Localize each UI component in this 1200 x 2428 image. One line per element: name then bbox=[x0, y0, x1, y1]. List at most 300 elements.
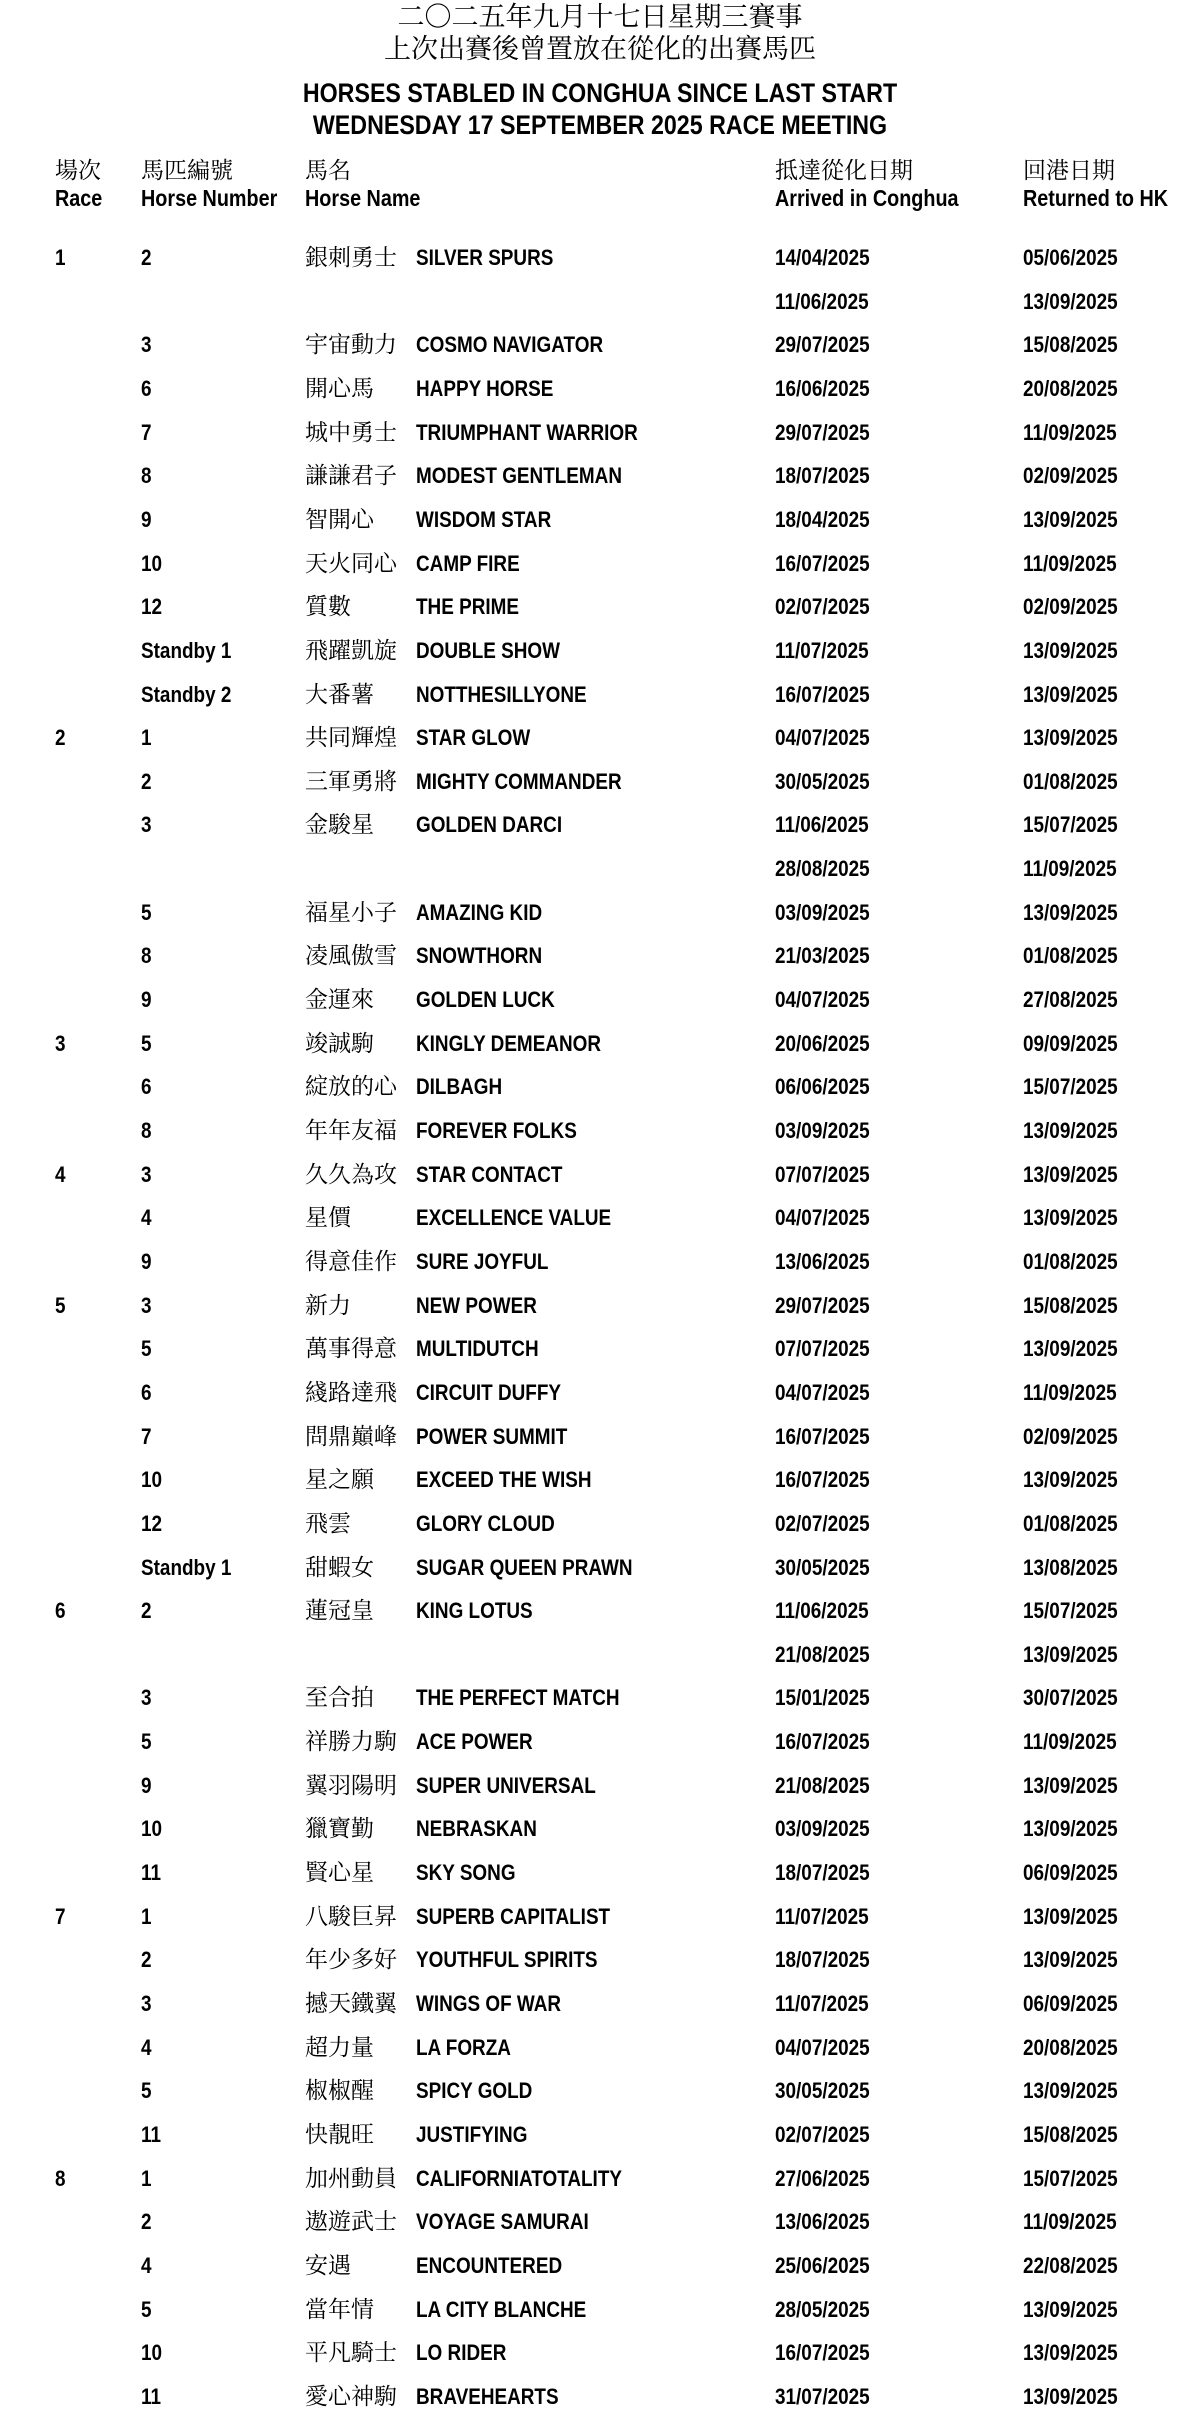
header-horse-number-en: Horse Number bbox=[141, 185, 278, 211]
returned-date-cell: 20/08/2025 bbox=[1023, 375, 1118, 401]
table-row bbox=[0, 415, 1200, 451]
horse-name-zh-cell: 加州動員 bbox=[305, 2165, 397, 2192]
table-row bbox=[0, 720, 1200, 756]
table-row bbox=[0, 1811, 1200, 1847]
horse-number-cell: 3 bbox=[141, 1292, 152, 1318]
race-cell: 4 bbox=[55, 1161, 66, 1187]
race-cell: 3 bbox=[55, 1030, 66, 1056]
arrived-date-cell: 14/04/2025 bbox=[775, 245, 870, 270]
horse-number-cell: 5 bbox=[141, 2078, 152, 2104]
horse-number-cell: 3 bbox=[141, 332, 152, 358]
arrived-date-cell: 02/07/2025 bbox=[775, 2121, 870, 2147]
returned-date-cell: 11/09/2025 bbox=[1023, 550, 1117, 576]
horse-name-zh-cell: 萬事得意 bbox=[305, 1336, 397, 1363]
horse-name-en-cell: SUPER UNIVERSAL bbox=[416, 1772, 596, 1798]
title-english-line-1: HORSES STABLED IN CONGHUA SINCE LAST START bbox=[302, 78, 898, 108]
horse-number-cell: 10 bbox=[141, 2340, 163, 2366]
table-row bbox=[0, 2117, 1200, 2153]
arrived-date-cell: 15/01/2025 bbox=[775, 1685, 870, 1711]
horse-name-en-cell: POWER SUMMIT bbox=[416, 1423, 568, 1449]
arrived-date-cell: 02/07/2025 bbox=[775, 1510, 870, 1536]
horse-name-zh-cell: 撼天鐵翼 bbox=[305, 1991, 397, 2017]
arrived-date-cell: 18/04/2025 bbox=[775, 506, 870, 532]
arrived-date-cell: 06/06/2025 bbox=[775, 1074, 870, 1100]
horse-number-cell: 10 bbox=[141, 550, 163, 576]
table-row bbox=[0, 677, 1200, 713]
horse-number-cell: 3 bbox=[141, 1685, 152, 1711]
horse-number-cell: 4 bbox=[141, 2252, 152, 2278]
table-row bbox=[0, 1506, 1200, 1542]
returned-date-cell: 13/09/2025 bbox=[1023, 1816, 1118, 1842]
horse-name-en-cell: STAR GLOW bbox=[416, 725, 531, 751]
horse-name-zh-cell: 年少多好 bbox=[305, 1947, 397, 1974]
returned-date-cell: 15/07/2025 bbox=[1023, 2165, 1118, 2191]
horse-number-cell: Standby 1 bbox=[141, 1554, 232, 1580]
returned-date-cell: 15/08/2025 bbox=[1023, 1292, 1118, 1318]
horse-name-zh-cell: 問鼎巔峰 bbox=[305, 1423, 397, 1450]
header-race bbox=[55, 158, 110, 212]
returned-date-cell: 20/08/2025 bbox=[1023, 2034, 1118, 2060]
header-race-en: Race bbox=[55, 185, 103, 211]
returned-date-cell: 13/09/2025 bbox=[1023, 2383, 1118, 2409]
returned-date-cell: 13/09/2025 bbox=[1023, 637, 1118, 663]
returned-date-cell: 13/09/2025 bbox=[1023, 1161, 1118, 1187]
returned-date-cell: 11/09/2025 bbox=[1023, 1379, 1117, 1405]
table-row bbox=[0, 1724, 1200, 1760]
returned-date-cell: 13/09/2025 bbox=[1023, 2340, 1118, 2366]
horse-number-cell: 10 bbox=[141, 1467, 163, 1493]
horse-number-cell: 5 bbox=[141, 899, 152, 925]
race-cell: 7 bbox=[55, 1903, 66, 1929]
horse-number-cell: 9 bbox=[141, 506, 152, 532]
horse-number-cell: 1 bbox=[141, 725, 152, 751]
horse-name-en-cell: GOLDEN DARCI bbox=[416, 812, 563, 838]
horse-name-zh-cell: 城中勇士 bbox=[305, 419, 397, 446]
table-row bbox=[0, 1986, 1200, 2022]
arrived-date-cell: 04/07/2025 bbox=[775, 1379, 870, 1405]
returned-date-cell: 13/09/2025 bbox=[1023, 1903, 1118, 1929]
arrived-date-cell: 16/07/2025 bbox=[775, 1729, 870, 1755]
returned-date-cell: 11/09/2025 bbox=[1023, 419, 1117, 445]
race-cell: 2 bbox=[55, 725, 66, 751]
table-row bbox=[0, 1593, 1200, 1629]
arrived-date-cell: 11/06/2025 bbox=[775, 812, 869, 838]
table-row bbox=[0, 1069, 1200, 1105]
table-row bbox=[0, 1157, 1200, 1193]
header-returned-en: Returned to HK bbox=[1023, 185, 1169, 211]
table-row bbox=[0, 1768, 1200, 1804]
returned-date-cell: 13/08/2025 bbox=[1023, 1554, 1118, 1580]
title-chinese-line-2: 上次出賽後曾置放在從化的出賽馬匹 bbox=[384, 34, 816, 65]
horse-name-en-cell: THE PERFECT MATCH bbox=[416, 1685, 620, 1711]
horse-name-zh-cell: 椒椒醒 bbox=[305, 2078, 374, 2105]
horse-name-en-cell: EXCELLENCE VALUE bbox=[416, 1205, 612, 1231]
header-horse-name-en: Horse Name bbox=[305, 185, 421, 211]
arrived-date-cell: 11/06/2025 bbox=[775, 1598, 869, 1624]
returned-date-cell: 13/09/2025 bbox=[1023, 288, 1118, 314]
header-returned-zh: 回港日期 bbox=[1023, 158, 1115, 184]
table-row bbox=[0, 633, 1200, 669]
arrived-date-cell: 13/06/2025 bbox=[775, 2209, 870, 2235]
returned-date-cell: 13/09/2025 bbox=[1023, 1947, 1118, 1973]
returned-date-cell: 05/06/2025 bbox=[1023, 245, 1118, 270]
horse-name-en-cell: SURE JOYFUL bbox=[416, 1248, 549, 1274]
race-cell: 8 bbox=[55, 2165, 66, 2191]
returned-date-cell: 30/07/2025 bbox=[1023, 1685, 1118, 1711]
table-row bbox=[0, 1942, 1200, 1978]
horse-name-en-cell: BRAVEHEARTS bbox=[416, 2383, 559, 2409]
arrived-date-cell: 16/06/2025 bbox=[775, 375, 870, 401]
horse-number-cell: 4 bbox=[141, 2034, 152, 2060]
horse-number-cell: 5 bbox=[141, 1336, 152, 1362]
horse-number-cell: 5 bbox=[141, 1030, 152, 1056]
horse-name-en-cell: KING LOTUS bbox=[416, 1598, 533, 1624]
returned-date-cell: 06/09/2025 bbox=[1023, 1860, 1118, 1886]
horse-name-en-cell: DOUBLE SHOW bbox=[416, 637, 561, 663]
returned-date-cell: 11/09/2025 bbox=[1023, 2209, 1117, 2235]
horse-name-zh-cell: 星價 bbox=[305, 1205, 351, 1232]
horse-number-cell: 9 bbox=[141, 1248, 152, 1274]
returned-date-cell: 01/08/2025 bbox=[1023, 768, 1118, 794]
horse-name-en-cell: FOREVER FOLKS bbox=[416, 1118, 577, 1143]
horse-name-zh-cell: 蓮冠皇 bbox=[305, 1598, 374, 1625]
arrived-date-cell: 21/03/2025 bbox=[775, 943, 870, 969]
table-row bbox=[0, 807, 1200, 843]
returned-date-cell: 13/09/2025 bbox=[1023, 1641, 1118, 1667]
horse-name-zh-cell: 新力 bbox=[305, 1292, 351, 1319]
arrived-date-cell: 16/07/2025 bbox=[775, 1423, 870, 1449]
horse-name-zh-cell: 快靚旺 bbox=[305, 2121, 374, 2148]
returned-date-cell: 22/08/2025 bbox=[1023, 2252, 1118, 2278]
horse-number-cell: 9 bbox=[141, 987, 152, 1013]
returned-date-cell: 01/08/2025 bbox=[1023, 1248, 1118, 1274]
horse-number-cell: 6 bbox=[141, 1074, 152, 1100]
returned-date-cell: 13/09/2025 bbox=[1023, 681, 1118, 707]
table-row bbox=[0, 1331, 1200, 1367]
arrived-date-cell: 04/07/2025 bbox=[775, 987, 870, 1013]
horse-name-zh-cell: 獵寶勤 bbox=[305, 1816, 374, 1843]
horse-name-zh-cell: 遨遊武士 bbox=[305, 2209, 397, 2236]
horse-number-cell: 4 bbox=[141, 1205, 152, 1231]
horse-name-en-cell: CIRCUIT DUFFY bbox=[416, 1379, 562, 1405]
table-row bbox=[0, 1026, 1200, 1062]
arrived-date-cell: 03/09/2025 bbox=[775, 899, 870, 925]
horse-name-en-cell: NEBRASKAN bbox=[416, 1816, 537, 1842]
arrived-date-cell: 11/07/2025 bbox=[775, 1903, 869, 1929]
horse-name-en-cell: JUSTIFYING bbox=[416, 2121, 528, 2147]
race-cell: 6 bbox=[55, 1598, 66, 1624]
horse-number-cell: 6 bbox=[141, 375, 152, 401]
horse-number-cell: 8 bbox=[141, 943, 152, 969]
returned-date-cell: 11/09/2025 bbox=[1023, 856, 1117, 882]
table-row bbox=[0, 2030, 1200, 2066]
horse-name-zh-cell: 八駿巨昇 bbox=[305, 1903, 397, 1930]
horse-name-zh-cell: 當年情 bbox=[305, 2296, 374, 2323]
horse-name-zh-cell: 祥勝力駒 bbox=[305, 1729, 397, 1756]
returned-date-cell: 15/08/2025 bbox=[1023, 2121, 1118, 2147]
table-row bbox=[0, 764, 1200, 800]
table-row bbox=[0, 1550, 1200, 1586]
title-english-line-2: WEDNESDAY 17 SEPTEMBER 2025 RACE MEETING bbox=[312, 110, 888, 140]
table-row bbox=[0, 895, 1200, 931]
arrived-date-cell: 07/07/2025 bbox=[775, 1336, 870, 1362]
table-row bbox=[0, 2379, 1200, 2415]
horse-name-en-cell: SKY SONG bbox=[416, 1860, 516, 1886]
horse-name-zh-cell: 得意佳作 bbox=[305, 1248, 397, 1275]
arrived-date-cell: 29/07/2025 bbox=[775, 332, 870, 358]
arrived-date-cell: 29/07/2025 bbox=[775, 419, 870, 445]
returned-date-cell: 13/09/2025 bbox=[1023, 1205, 1118, 1231]
horse-name-en-cell: VOYAGE SAMURAI bbox=[416, 2209, 589, 2235]
horse-name-zh-cell: 至合拍 bbox=[305, 1685, 374, 1712]
arrived-date-cell: 03/09/2025 bbox=[775, 1816, 870, 1842]
arrived-date-cell: 16/07/2025 bbox=[775, 550, 870, 576]
table-row bbox=[0, 1288, 1200, 1324]
arrived-date-cell: 07/07/2025 bbox=[775, 1161, 870, 1187]
header-arrived bbox=[775, 158, 988, 212]
horse-name-zh-cell: 開心馬 bbox=[305, 375, 374, 402]
horse-number-cell: 2 bbox=[141, 2209, 152, 2235]
table-row bbox=[0, 502, 1200, 538]
returned-date-cell: 11/09/2025 bbox=[1023, 1729, 1117, 1755]
returned-date-cell: 15/08/2025 bbox=[1023, 332, 1118, 358]
horse-number-cell: 11 bbox=[141, 2121, 162, 2147]
returned-date-cell: 13/09/2025 bbox=[1023, 1118, 1118, 1143]
arrived-date-cell: 16/07/2025 bbox=[775, 2340, 870, 2366]
returned-date-cell: 02/09/2025 bbox=[1023, 594, 1118, 620]
horse-name-zh-cell: 共同輝煌 bbox=[305, 725, 397, 752]
header-horse-name bbox=[305, 158, 439, 212]
horse-name-en-cell: KINGLY DEMEANOR bbox=[416, 1030, 602, 1056]
horse-name-zh-cell: 安遇 bbox=[305, 2252, 351, 2279]
horse-name-zh-cell: 銀刺勇士 bbox=[305, 245, 397, 271]
returned-date-cell: 13/09/2025 bbox=[1023, 899, 1118, 925]
horse-name-en-cell: MODEST GENTLEMAN bbox=[416, 463, 623, 489]
horse-name-en-cell: GOLDEN LUCK bbox=[416, 987, 555, 1013]
returned-date-cell: 02/09/2025 bbox=[1023, 463, 1118, 489]
horse-number-cell: 8 bbox=[141, 463, 152, 489]
arrived-date-cell: 11/06/2025 bbox=[775, 288, 869, 314]
table-row bbox=[0, 2161, 1200, 2197]
title-chinese-line-1: 二〇二五年九月十七日星期三賽事 bbox=[397, 2, 803, 33]
header-arrived-en: Arrived in Conghua bbox=[775, 185, 959, 211]
header-horse-number bbox=[141, 158, 299, 212]
horse-name-zh-cell: 大番薯 bbox=[305, 681, 374, 708]
horse-name-en-cell: GLORY CLOUD bbox=[416, 1510, 555, 1536]
arrived-date-cell: 25/06/2025 bbox=[775, 2252, 870, 2278]
horse-number-cell: 2 bbox=[141, 1598, 152, 1624]
horse-number-cell: 8 bbox=[141, 1118, 152, 1143]
arrived-date-cell: 02/07/2025 bbox=[775, 594, 870, 620]
horse-name-zh-cell: 超力量 bbox=[305, 2034, 374, 2061]
horse-name-en-cell: WISDOM STAR bbox=[416, 506, 552, 532]
horse-number-cell: 1 bbox=[141, 1903, 152, 1929]
horse-number-cell: 10 bbox=[141, 1816, 163, 1842]
returned-date-cell: 13/09/2025 bbox=[1023, 2078, 1118, 2104]
arrived-date-cell: 03/09/2025 bbox=[775, 1118, 870, 1143]
horse-name-zh-cell: 飛躍凱旋 bbox=[305, 637, 397, 664]
horse-name-en-cell: ENCOUNTERED bbox=[416, 2252, 563, 2278]
horse-name-en-cell: COSMO NAVIGATOR bbox=[416, 332, 604, 358]
horse-name-zh-cell: 賢心星 bbox=[305, 1860, 374, 1887]
horse-number-cell: 5 bbox=[141, 2296, 152, 2322]
arrived-date-cell: 04/07/2025 bbox=[775, 725, 870, 751]
arrived-date-cell: 20/06/2025 bbox=[775, 1030, 870, 1056]
table-row bbox=[0, 371, 1200, 407]
horse-number-cell: Standby 1 bbox=[141, 637, 232, 663]
table-row bbox=[0, 1637, 1200, 1673]
arrived-date-cell: 21/08/2025 bbox=[775, 1772, 870, 1798]
horse-name-zh-cell: 宇宙動力 bbox=[305, 332, 397, 359]
table-row bbox=[0, 458, 1200, 494]
table-row bbox=[0, 2073, 1200, 2109]
table-row bbox=[0, 240, 1200, 276]
returned-date-cell: 01/08/2025 bbox=[1023, 1510, 1118, 1536]
race-cell: 1 bbox=[55, 245, 66, 270]
arrived-date-cell: 11/07/2025 bbox=[775, 637, 869, 663]
arrived-date-cell: 11/07/2025 bbox=[775, 1991, 869, 2016]
header-horse-number-zh: 馬匹編號 bbox=[141, 158, 233, 184]
arrived-date-cell: 04/07/2025 bbox=[775, 1205, 870, 1231]
table-row bbox=[0, 1899, 1200, 1935]
horse-name-en-cell: THE PRIME bbox=[416, 594, 520, 620]
table-row bbox=[0, 546, 1200, 582]
arrived-date-cell: 29/07/2025 bbox=[775, 1292, 870, 1318]
horse-number-cell: 3 bbox=[141, 812, 152, 838]
horse-name-zh-cell: 平凡騎士 bbox=[305, 2340, 397, 2367]
arrived-date-cell: 18/07/2025 bbox=[775, 463, 870, 489]
header-horse-name-zh: 馬名 bbox=[305, 158, 351, 184]
horse-name-zh-cell: 金駿星 bbox=[305, 812, 374, 839]
table-row bbox=[0, 1462, 1200, 1498]
arrived-date-cell: 30/05/2025 bbox=[775, 768, 870, 794]
horse-name-en-cell: CALIFORNIATOTALITY bbox=[416, 2165, 622, 2191]
arrived-date-cell: 16/07/2025 bbox=[775, 681, 870, 707]
table-row bbox=[0, 2204, 1200, 2240]
table-row bbox=[0, 589, 1200, 625]
returned-date-cell: 13/09/2025 bbox=[1023, 725, 1118, 751]
horse-name-zh-cell: 凌風傲雪 bbox=[305, 943, 397, 970]
horse-name-zh-cell: 福星小子 bbox=[305, 899, 397, 926]
horse-name-zh-cell: 久久為攻 bbox=[305, 1161, 397, 1188]
returned-date-cell: 13/09/2025 bbox=[1023, 1467, 1118, 1493]
arrived-date-cell: 30/05/2025 bbox=[775, 2078, 870, 2104]
returned-date-cell: 13/09/2025 bbox=[1023, 506, 1118, 532]
horse-name-en-cell: NOTTHESILLYONE bbox=[416, 681, 587, 707]
header-arrived-zh: 抵達從化日期 bbox=[775, 158, 913, 184]
returned-date-cell: 13/09/2025 bbox=[1023, 1772, 1118, 1798]
horse-name-zh-cell: 年年友福 bbox=[305, 1118, 397, 1144]
arrived-date-cell: 28/05/2025 bbox=[775, 2296, 870, 2322]
horse-number-cell: 3 bbox=[141, 1161, 152, 1187]
horse-number-cell: 2 bbox=[141, 245, 152, 270]
header-returned bbox=[1023, 158, 1192, 212]
arrived-date-cell: 18/07/2025 bbox=[775, 1860, 870, 1886]
returned-date-cell: 15/07/2025 bbox=[1023, 1074, 1118, 1100]
horse-number-cell: 11 bbox=[141, 1860, 162, 1886]
horse-name-en-cell: WINGS OF WAR bbox=[416, 1991, 562, 2016]
table-row bbox=[0, 327, 1200, 363]
horse-name-zh-cell: 飛雲 bbox=[305, 1510, 351, 1537]
returned-date-cell: 13/09/2025 bbox=[1023, 1336, 1118, 1362]
table-row bbox=[0, 851, 1200, 887]
document-title-block bbox=[0, 0, 1200, 141]
horse-number-cell: 12 bbox=[141, 594, 163, 620]
horse-name-en-cell: EXCEED THE WISH bbox=[416, 1467, 592, 1493]
horse-name-zh-cell: 綫路達飛 bbox=[305, 1379, 397, 1406]
horse-number-cell: 7 bbox=[141, 419, 152, 445]
horse-name-zh-cell: 竣誠駒 bbox=[305, 1030, 374, 1057]
horse-name-en-cell: LA CITY BLANCHE bbox=[416, 2296, 587, 2322]
horse-name-en-cell: MULTIDUTCH bbox=[416, 1336, 539, 1362]
horse-number-cell: 5 bbox=[141, 1729, 152, 1755]
arrived-date-cell: 13/06/2025 bbox=[775, 1248, 870, 1274]
horse-name-zh-cell: 質數 bbox=[305, 594, 351, 621]
table-row bbox=[0, 1419, 1200, 1455]
horse-number-cell: 9 bbox=[141, 1772, 152, 1798]
table-row bbox=[0, 1244, 1200, 1280]
horse-number-cell: Standby 2 bbox=[141, 681, 232, 707]
horse-number-cell: 2 bbox=[141, 768, 152, 794]
horse-number-cell: 11 bbox=[141, 2383, 162, 2409]
horse-name-zh-cell: 綻放的心 bbox=[305, 1074, 397, 1101]
table-row bbox=[0, 284, 1200, 320]
returned-date-cell: 15/07/2025 bbox=[1023, 1598, 1118, 1624]
returned-date-cell: 06/09/2025 bbox=[1023, 1991, 1118, 2016]
horse-name-zh-cell: 金運來 bbox=[305, 987, 374, 1014]
horse-name-zh-cell: 天火同心 bbox=[305, 550, 397, 577]
horse-name-en-cell: SUPERB CAPITALIST bbox=[416, 1903, 611, 1929]
table-row bbox=[0, 2335, 1200, 2371]
arrived-date-cell: 21/08/2025 bbox=[775, 1641, 870, 1667]
arrived-date-cell: 28/08/2025 bbox=[775, 856, 870, 882]
horse-number-cell: 7 bbox=[141, 1423, 152, 1449]
table-row bbox=[0, 1113, 1200, 1149]
horse-number-cell: 2 bbox=[141, 1947, 152, 1973]
horse-name-en-cell: TRIUMPHANT WARRIOR bbox=[416, 419, 638, 445]
horse-name-zh-cell: 智開心 bbox=[305, 506, 374, 533]
horse-name-en-cell: ACE POWER bbox=[416, 1729, 533, 1755]
returned-date-cell: 02/09/2025 bbox=[1023, 1423, 1118, 1449]
horse-name-zh-cell: 三軍勇將 bbox=[305, 768, 397, 795]
horse-name-en-cell: SPICY GOLD bbox=[416, 2078, 533, 2104]
horse-name-en-cell: DILBAGH bbox=[416, 1074, 503, 1100]
horse-name-en-cell: MIGHTY COMMANDER bbox=[416, 768, 622, 794]
horse-name-en-cell: STAR CONTACT bbox=[416, 1161, 563, 1187]
table-row bbox=[0, 2248, 1200, 2284]
returned-date-cell: 09/09/2025 bbox=[1023, 1030, 1118, 1056]
horse-name-en-cell: HAPPY HORSE bbox=[416, 375, 554, 401]
horse-name-zh-cell: 謙謙君子 bbox=[305, 463, 397, 490]
horse-name-en-cell: NEW POWER bbox=[416, 1292, 537, 1318]
horse-name-zh-cell: 翼羽陽明 bbox=[305, 1772, 397, 1799]
horse-number-cell: 3 bbox=[141, 1991, 152, 2016]
horse-name-en-cell: LA FORZA bbox=[416, 2034, 511, 2060]
horse-name-en-cell: SUGAR QUEEN PRAWN bbox=[416, 1554, 633, 1580]
horse-name-zh-cell: 星之願 bbox=[305, 1467, 374, 1494]
returned-date-cell: 27/08/2025 bbox=[1023, 987, 1118, 1013]
arrived-date-cell: 18/07/2025 bbox=[775, 1947, 870, 1973]
horse-name-zh-cell: 甜蝦女 bbox=[305, 1554, 374, 1581]
race-cell: 5 bbox=[55, 1292, 66, 1318]
arrived-date-cell: 30/05/2025 bbox=[775, 1554, 870, 1580]
horse-name-en-cell: LO RIDER bbox=[416, 2340, 507, 2366]
horse-number-cell: 6 bbox=[141, 1379, 152, 1405]
table-row bbox=[0, 1855, 1200, 1891]
arrived-date-cell: 27/06/2025 bbox=[775, 2165, 870, 2191]
horse-number-cell: 12 bbox=[141, 1510, 163, 1536]
horse-name-en-cell: SILVER SPURS bbox=[416, 245, 554, 270]
